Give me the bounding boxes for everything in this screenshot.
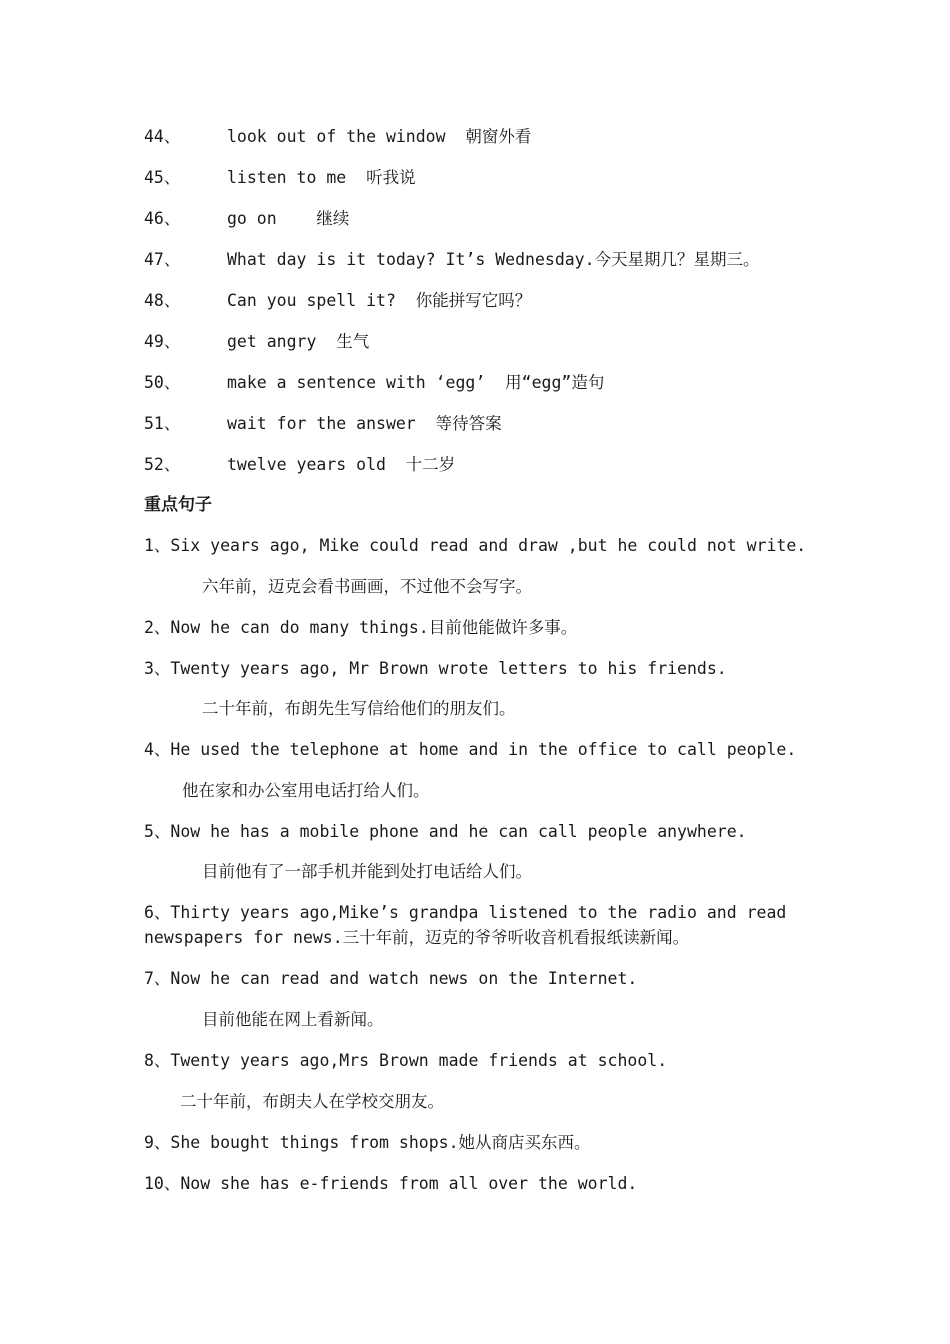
item-number: 50、 <box>144 373 181 392</box>
vocab-item-52 <box>144 454 455 476</box>
vocab-item-50 <box>144 372 604 394</box>
vocab-item-47 <box>144 249 760 271</box>
sentence-1: 1、Six years ago, Mike could read and draw ,but he could not write. <box>144 536 807 555</box>
sentence-4-translation: 他在家和办公室用电话打给人们。 <box>182 781 430 800</box>
item-text: Can you spell it? 你能拼写它吗？ <box>227 291 532 310</box>
item-text: look out of the window 朝窗外看 <box>227 127 532 146</box>
sentence-9: 9、She bought things from shops.她从商店买东西。 <box>144 1133 591 1152</box>
section-heading: 重点句子 <box>144 495 212 515</box>
sentence-7: 7、Now he can read and watch news on the Internet. <box>144 969 638 988</box>
item-number: 48、 <box>144 291 181 310</box>
sentence-3: 3、Twenty years ago, Mr Brown wrote letters to his friends. <box>144 659 727 678</box>
vocab-item-48 <box>144 290 531 312</box>
sentence-1-translation: 六年前，迈克会看书画画，不过他不会写字。 <box>202 577 532 596</box>
vocab-item-51 <box>144 413 502 435</box>
item-text: twelve years old 十二岁 <box>227 455 456 474</box>
item-number: 47、 <box>144 250 181 269</box>
item-text: wait for the answer 等待答案 <box>227 414 502 433</box>
sentence-4: 4、He used the telephone at home and in the office to call people. <box>144 740 797 759</box>
item-number: 51、 <box>144 414 181 433</box>
sentence-6: 6、Thirty years ago,Mike’s grandpa listened to the radio and read <box>144 903 787 922</box>
sentence-7-translation: 目前他能在网上看新闻。 <box>202 1010 384 1029</box>
item-number: 44、 <box>144 127 181 146</box>
item-number: 46、 <box>144 209 181 228</box>
item-text: go on 继续 <box>227 209 350 228</box>
sentence-8: 8、Twenty years ago,Mrs Brown made friends at school. <box>144 1051 668 1070</box>
vocab-item-45 <box>144 167 416 189</box>
vocab-item-44 <box>144 126 531 148</box>
sentence-10: 10、Now she has e-friends from all over the world. <box>144 1174 638 1193</box>
item-text: listen to me 听我说 <box>227 168 416 187</box>
item-number: 45、 <box>144 168 181 187</box>
sentence-3-translation: 二十年前，布朗先生写信给他们的朋友们。 <box>202 699 516 718</box>
item-number: 52、 <box>144 455 181 474</box>
sentence-2: 2、Now he can do many things.目前他能做许多事。 <box>144 618 578 637</box>
vocab-item-46 <box>144 208 349 230</box>
sentence-5-translation: 目前他有了一部手机并能到处打电话给人们。 <box>202 862 532 881</box>
sentence-8-translation: 二十年前，布朗夫人在学校交朋友。 <box>180 1092 444 1111</box>
sentence-6-continued: newspapers for news.三十年前，迈克的爷爷听收音机看报纸读新闻。 <box>144 928 690 947</box>
item-text: get angry 生气 <box>227 332 370 351</box>
item-number: 49、 <box>144 332 181 351</box>
vocab-item-49 <box>144 331 369 353</box>
item-text: What day is it today? It’s Wednesday.今天星期几？星期三。 <box>227 250 760 269</box>
item-text: make a sentence with ‘egg’ 用“egg”造句 <box>227 373 605 392</box>
sentence-5: 5、Now he has a mobile phone and he can call people anywhere. <box>144 822 747 841</box>
